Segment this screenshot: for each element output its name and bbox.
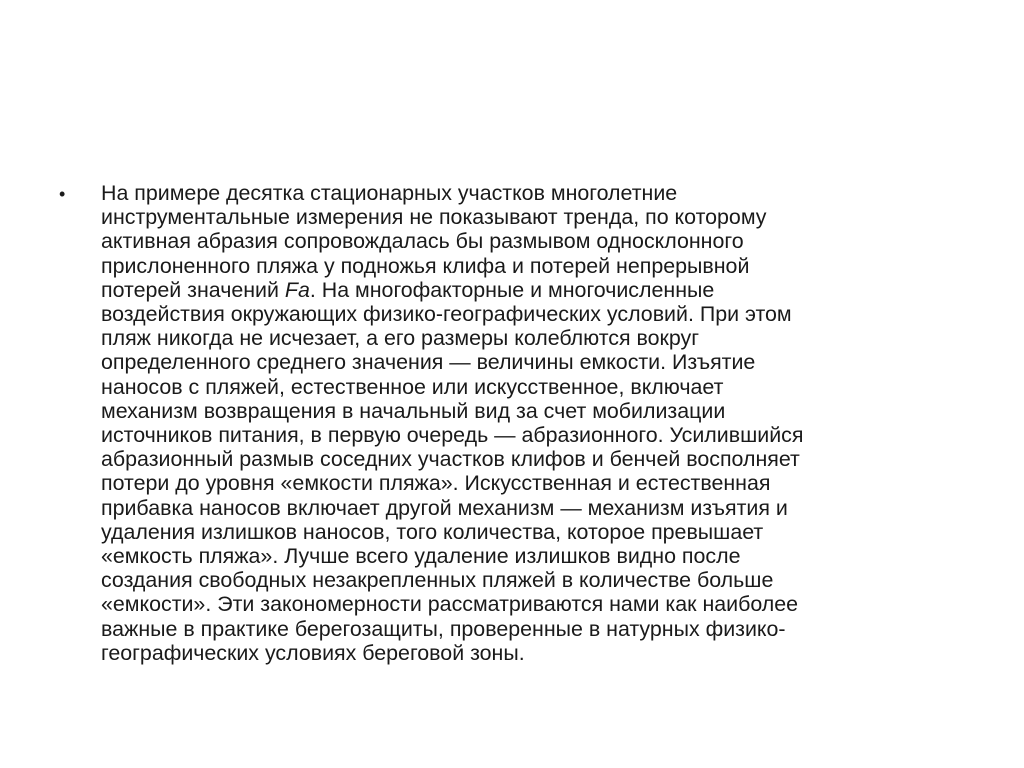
text-line: важные в практике берегозащиты, проверенные в натурных физико- [101,616,786,641]
text-line: прибавка наносов включает другой механизм — механизм изъятия и [101,495,788,520]
text-line: пляж никогда не исчезает, а его размеры колеблются вокруг [101,326,700,351]
italic-symbol: Fa [284,277,310,302]
text-line: «емкость пляжа». Лучше всего удаление излишков видно после [101,544,741,569]
text-line: источников питания, в первую очередь — абразионного. Усилившийся [101,423,804,448]
text-line: активная абразия сопровождалась бы размывом односклонного [101,229,744,254]
text-line: определенного среднего значения — величины емкости. Изъятие [101,350,756,375]
text-line: воздействия окружающих физико-географических условий. При этом [101,302,792,327]
text-run: . На многофакторные и многочисленные [309,277,715,302]
text-line: «емкости». Эти закономерности рассматриваются нами как наиболее [101,592,799,617]
text-line: наносов с пляжей, естественное или искусственное, включает [101,374,724,399]
text-line: географических условиях береговой зоны. [101,640,525,665]
text-line: потери до уровня «емкости пляжа». Искусственная и естественная [101,471,771,496]
text-line: абразионный размыв соседних участков клифов и бенчей восполняет [101,447,800,472]
text-run: потерей значений [101,277,285,302]
text-line: создания свободных незакрепленных пляжей в количестве больше [101,568,774,593]
bullet-paragraph [101,181,961,665]
bullet-marker: • [59,184,66,204]
text-line [101,278,961,302]
text-line: На примере десятка стационарных участков многолетние [101,181,678,205]
text-line: инструментальные измерения не показывают тренда, по которому [101,205,767,230]
text-line: механизм возвращения в начальный вид за счет мобилизации [101,398,726,423]
text-line: удаления излишков наносов, того количества, которое превышает [101,519,764,544]
text-line: прислоненного пляжа у подножья клифа и потерей непрерывной [101,253,750,278]
